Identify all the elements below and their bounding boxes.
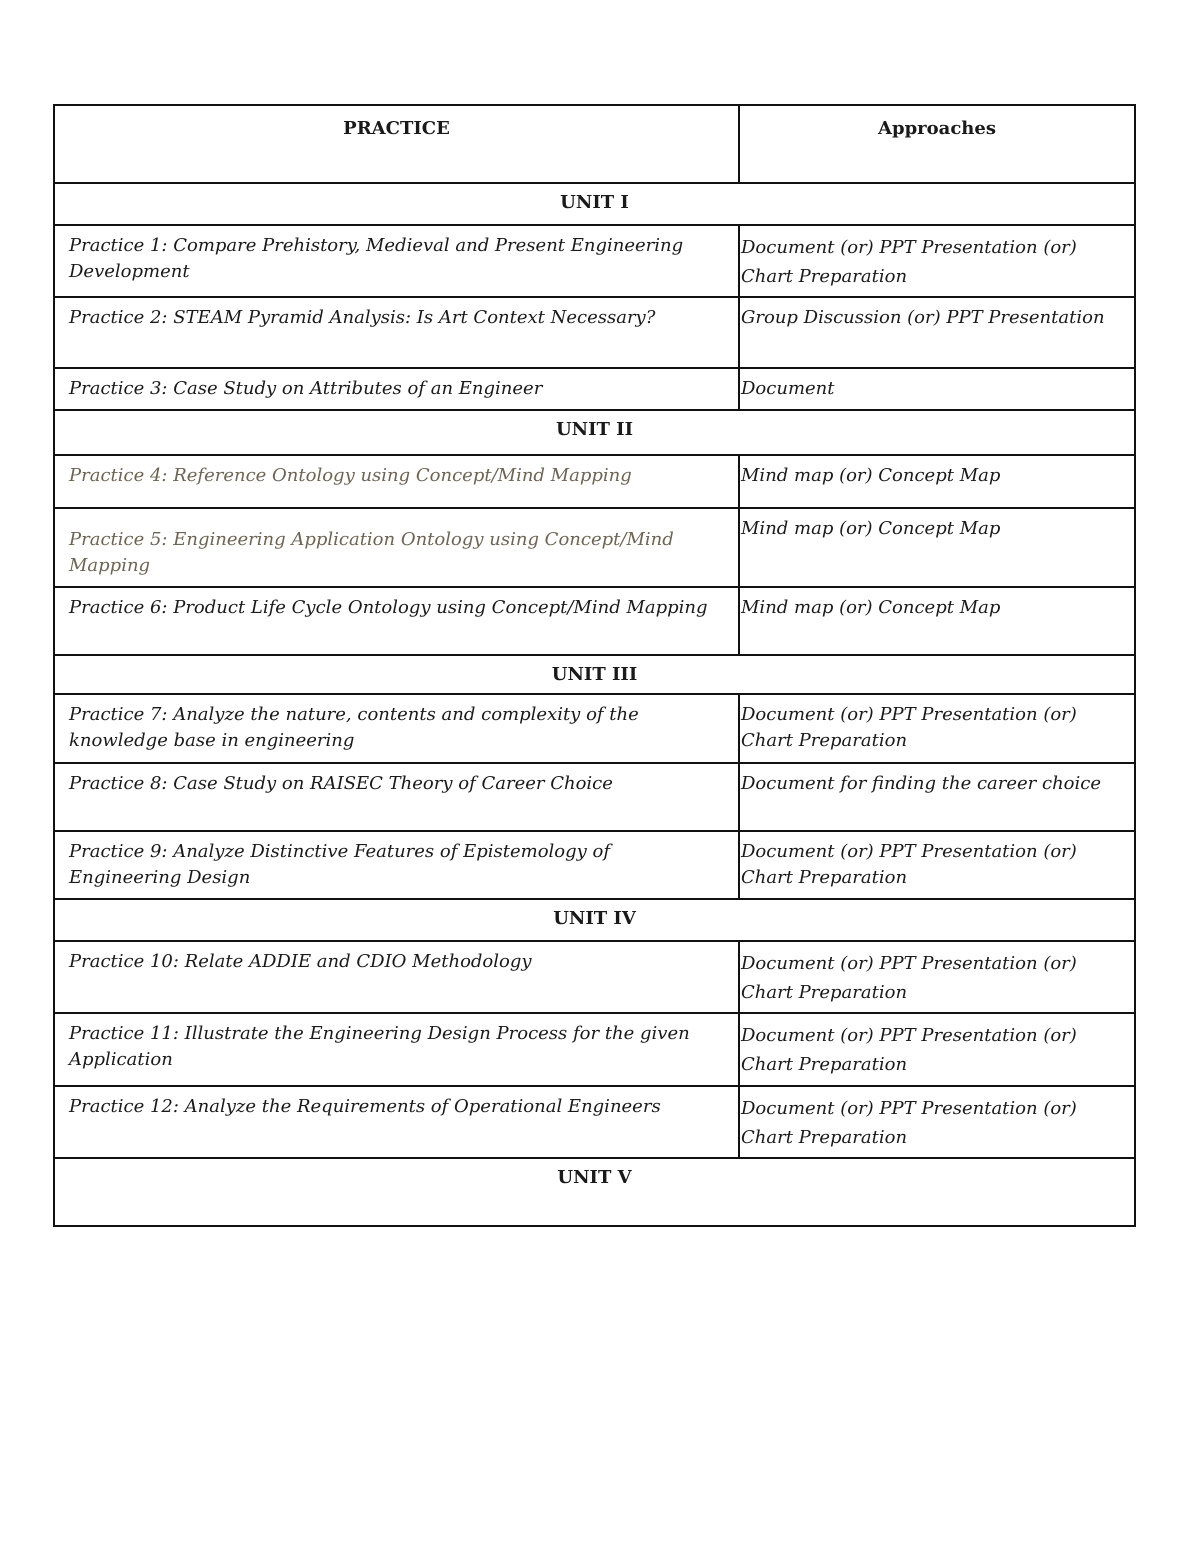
- practice-cell: Practice 10: Relate ADDIE and CDIO Methodology: [54, 941, 739, 1013]
- table-row: [54, 831, 1135, 899]
- unit-row: [54, 655, 1135, 694]
- table-row: [54, 1086, 1135, 1158]
- unit-heading: UNIT I: [54, 183, 1135, 225]
- approach-cell: Document for finding the career choice: [739, 763, 1135, 831]
- table-row: [54, 694, 1135, 763]
- approach-cell: Document (or) PPT Presentation (or) Chart Preparation: [739, 941, 1135, 1013]
- approach-cell: Document (or) PPT Presentation (or) Chart Preparation: [739, 1086, 1135, 1158]
- header-approaches: Approaches: [739, 105, 1135, 183]
- practice-cell: Practice 1: Compare Prehistory, Medieval and Present Engineering Development: [54, 225, 739, 297]
- header-practice: PRACTICE: [54, 105, 739, 183]
- table-header-row: [54, 105, 1135, 183]
- table-row: [54, 941, 1135, 1013]
- table-row: [54, 225, 1135, 297]
- unit-heading: UNIT IV: [54, 899, 1135, 941]
- approach-cell: Document (or) PPT Presentation (or) Chart Preparation: [739, 1013, 1135, 1086]
- practice-approaches-table: [53, 104, 1136, 1227]
- unit-row: [54, 899, 1135, 941]
- table-row: [54, 508, 1135, 587]
- unit-row: [54, 410, 1135, 455]
- practice-cell: Practice 9: Analyze Distinctive Features of Epistemology of Engineering Design: [54, 831, 739, 899]
- approach-cell: Document (or) PPT Presentation (or) Chart Preparation: [739, 831, 1135, 899]
- approach-cell: Group Discussion (or) PPT Presentation: [739, 297, 1135, 368]
- table-row: [54, 763, 1135, 831]
- practice-cell: Practice 5: Engineering Application Ontology using Concept/Mind Mapping: [54, 508, 739, 587]
- table-row: [54, 455, 1135, 508]
- unit-heading: UNIT V: [54, 1158, 1135, 1226]
- approach-cell: Mind map (or) Concept Map: [739, 455, 1135, 508]
- approach-cell: Document (or) PPT Presentation (or) Chart Preparation: [739, 694, 1135, 763]
- practice-cell: Practice 7: Analyze the nature, contents and complexity of the knowledge base in engineering: [54, 694, 739, 763]
- table-row: [54, 1013, 1135, 1086]
- approach-cell: Mind map (or) Concept Map: [739, 508, 1135, 587]
- practice-cell: Practice 2: STEAM Pyramid Analysis: Is Art Context Necessary?: [54, 297, 739, 368]
- table-row: [54, 587, 1135, 655]
- unit-row: [54, 1158, 1135, 1226]
- table-row: [54, 297, 1135, 368]
- approach-cell: Document: [739, 368, 1135, 410]
- unit-row: [54, 183, 1135, 225]
- approach-cell: Document (or) PPT Presentation (or) Chart Preparation: [739, 225, 1135, 297]
- unit-heading: UNIT II: [54, 410, 1135, 455]
- practice-cell: Practice 4: Reference Ontology using Concept/Mind Mapping: [54, 455, 739, 508]
- unit-heading: UNIT III: [54, 655, 1135, 694]
- practice-cell: Practice 11: Illustrate the Engineering Design Process for the given Application: [54, 1013, 739, 1086]
- practice-cell: Practice 8: Case Study on RAISEC Theory of Career Choice: [54, 763, 739, 831]
- approach-cell: Mind map (or) Concept Map: [739, 587, 1135, 655]
- practice-cell: Practice 3: Case Study on Attributes of an Engineer: [54, 368, 739, 410]
- practice-cell: Practice 12: Analyze the Requirements of Operational Engineers: [54, 1086, 739, 1158]
- table-row: [54, 368, 1135, 410]
- practice-cell: Practice 6: Product Life Cycle Ontology using Concept/Mind Mapping: [54, 587, 739, 655]
